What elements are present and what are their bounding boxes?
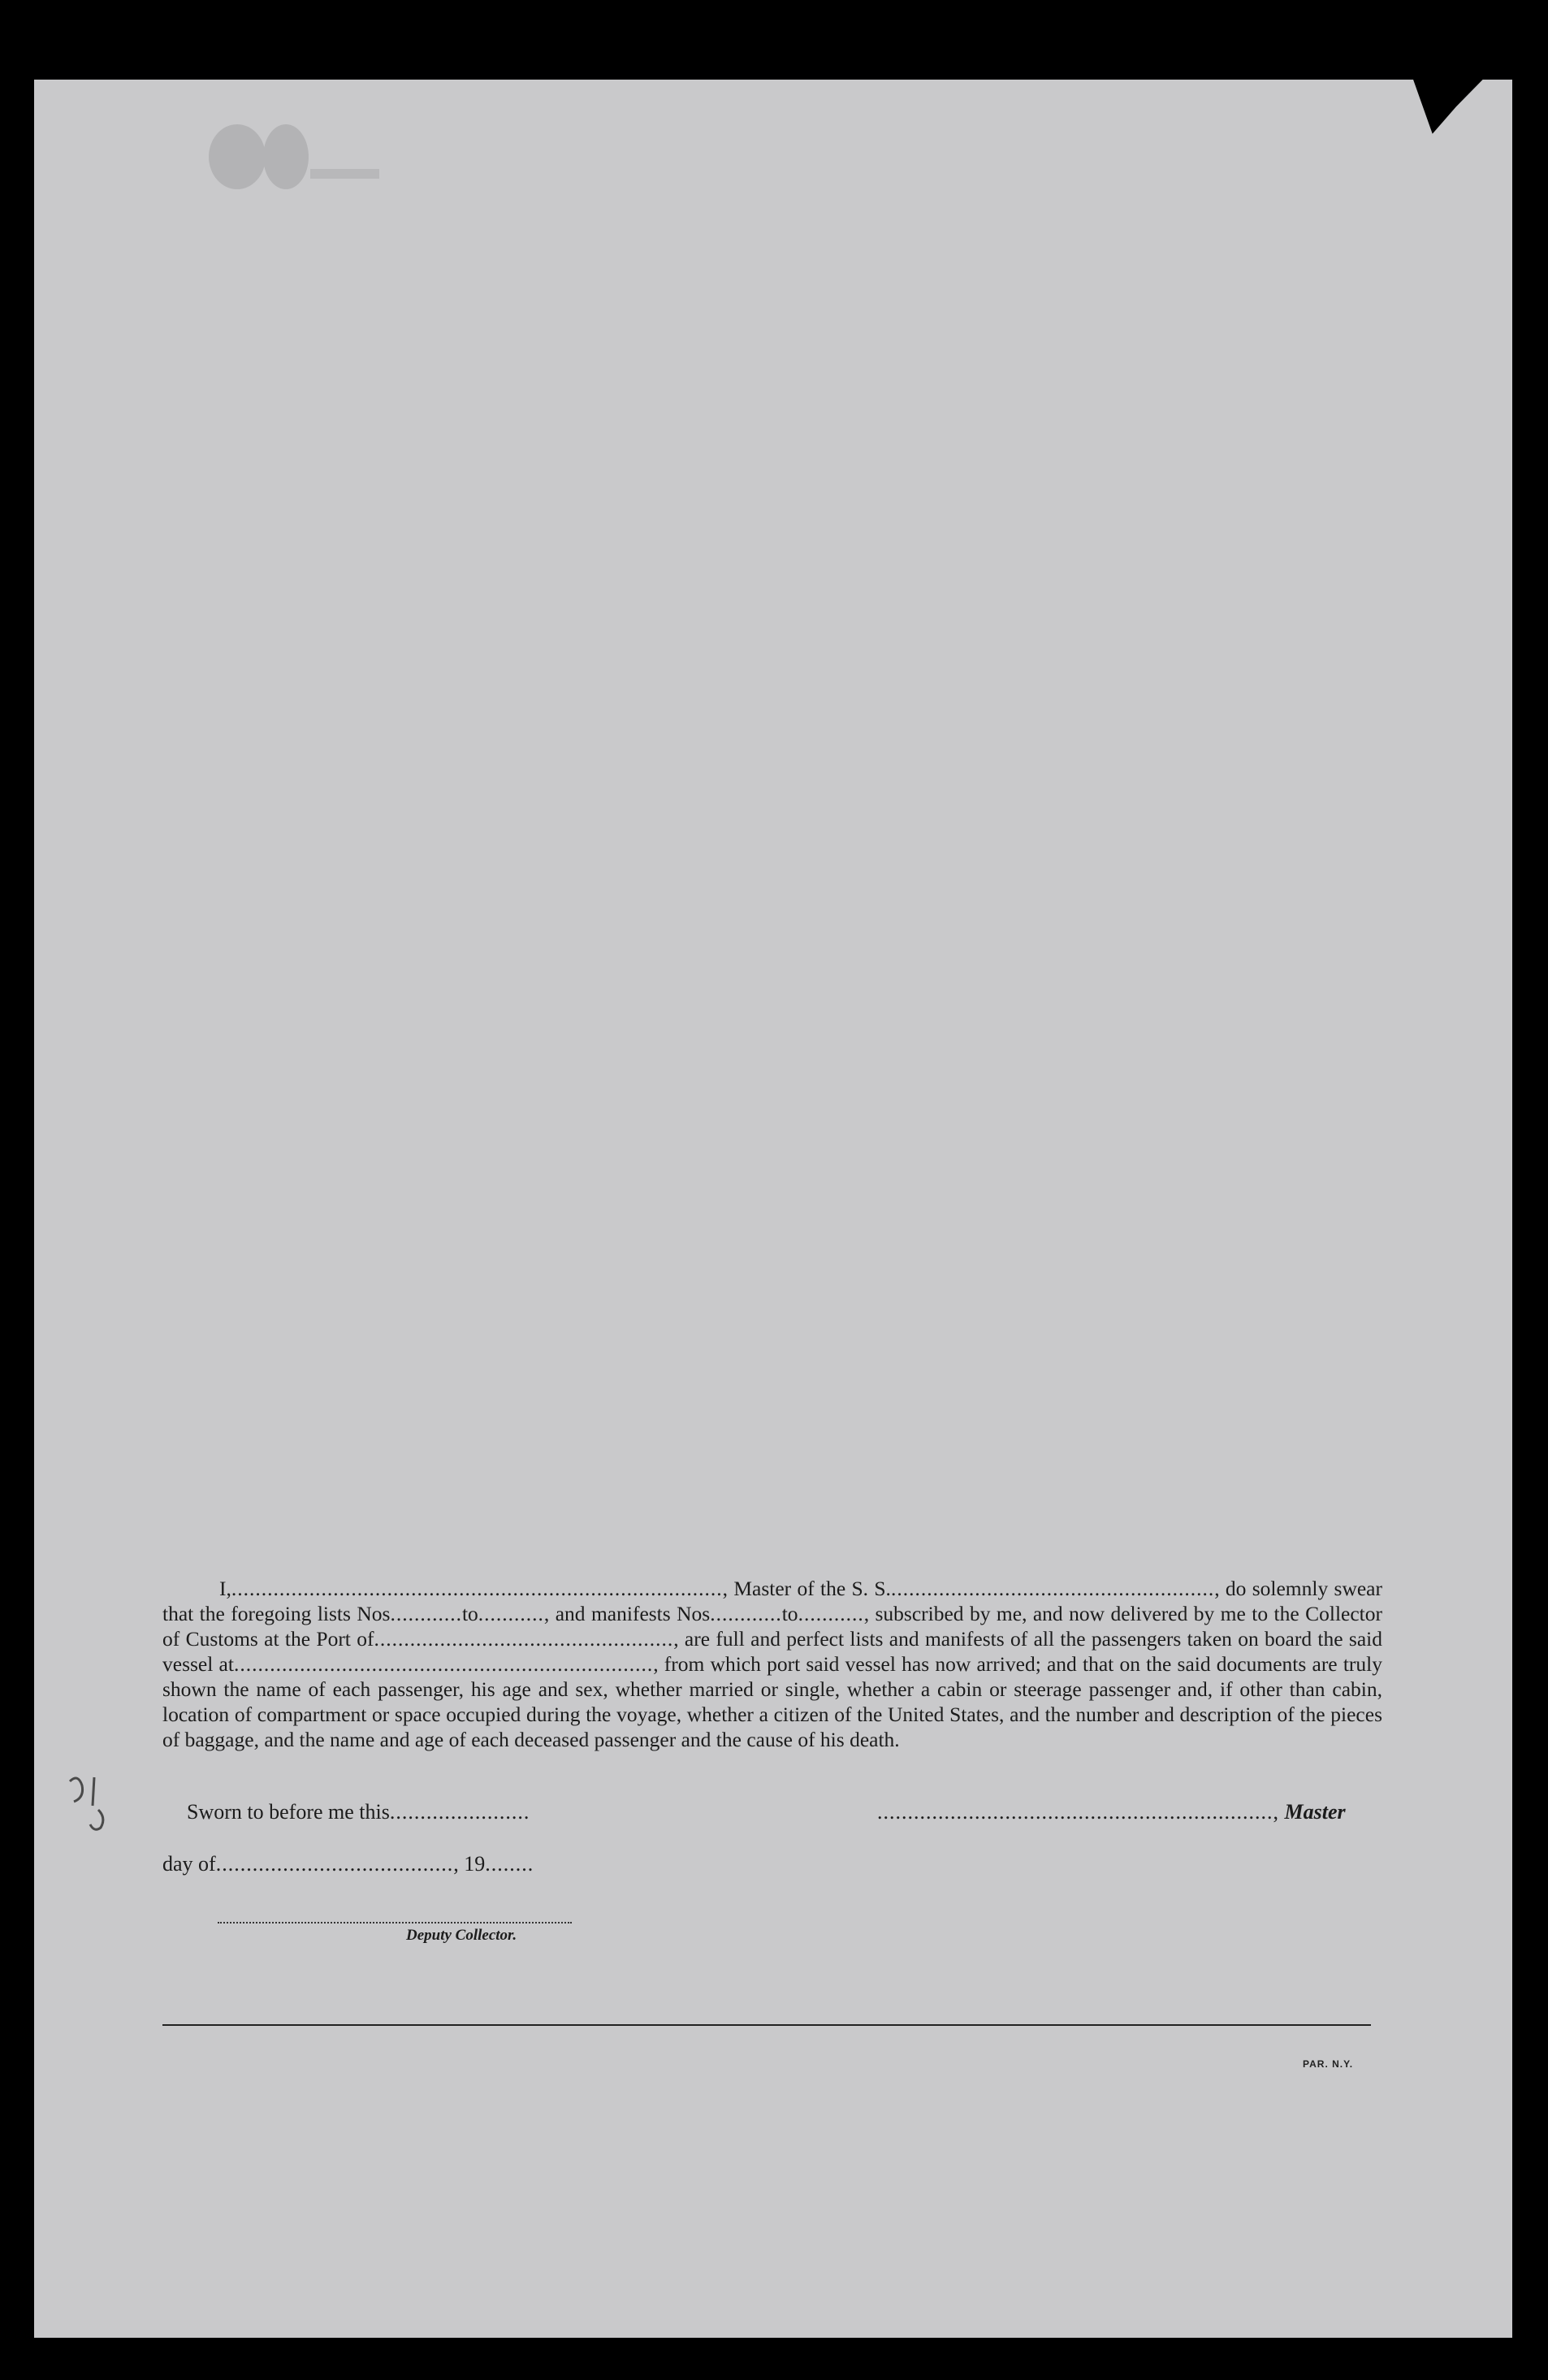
oath-text: , are full and perfect lists and manifests of all the passengers taken on board the said vessel at <box>162 1627 1382 1676</box>
faded-stamp-mark <box>197 112 383 201</box>
ship-name-blank: ...................................................... <box>890 1577 1215 1600</box>
list-to-blank: ........... <box>478 1602 544 1625</box>
oath-paragraph <box>162 1576 1382 1752</box>
deputy-signature-line <box>218 1922 572 1923</box>
oath-text: , and manifests Nos <box>543 1602 711 1625</box>
horizontal-rule <box>162 2024 1371 2026</box>
master-name-blank: .................................................................................. <box>231 1577 723 1600</box>
day-label: day of <box>162 1852 216 1876</box>
vessel-port-blank: ...................................................................... <box>233 1652 654 1676</box>
master-signature-line <box>877 1800 1346 1824</box>
printer-mark: PAR. N.Y. <box>1303 2058 1354 2070</box>
master-label: Master <box>1284 1800 1346 1824</box>
oath-text: , Master of the S. S. <box>722 1577 891 1600</box>
day-blank: ....................................... <box>215 1852 454 1876</box>
port-blank: .................................................. <box>374 1627 674 1651</box>
oath-text: to <box>461 1602 478 1625</box>
oath-text: , do solemnly swear that the foregoing lists Nos <box>162 1577 1382 1625</box>
manifest-from-blank: ............ <box>710 1602 782 1625</box>
sworn-line <box>187 1800 530 1824</box>
manifest-to-blank: ........... <box>798 1602 864 1625</box>
oath-text: , from which port said vessel has now arrived; and that on the said documents are truly shown the name of each passenger, his age and sex, whether married or single, whether a cabin or steerage passenger and, if other than cabin, location of compartment or space occupied during the voyage, whether a citizen of the United States, and the number and description of the pieces of baggage, and the name and age of each deceased passenger and the cause of his death. <box>162 1652 1382 1751</box>
list-from-blank: ............ <box>390 1602 462 1625</box>
oath-text: to <box>781 1602 798 1625</box>
oath-text: I, <box>219 1577 231 1600</box>
year-blank: ........ <box>485 1852 534 1876</box>
master-signature-blank: ................................................................., <box>877 1800 1279 1824</box>
sworn-blank: ....................... <box>389 1800 530 1824</box>
year-prefix: , 19 <box>453 1852 486 1876</box>
date-line <box>162 1852 534 1876</box>
handwritten-margin-note <box>62 1769 119 1834</box>
document-page <box>34 80 1512 2338</box>
deputy-collector-label: Deputy Collector. <box>406 1927 517 1944</box>
oath-text: , subscribed by me, and now delivered by me to the Collector of Customs at the Port of <box>162 1602 1383 1651</box>
sworn-label: Sworn to before me this <box>187 1800 390 1824</box>
